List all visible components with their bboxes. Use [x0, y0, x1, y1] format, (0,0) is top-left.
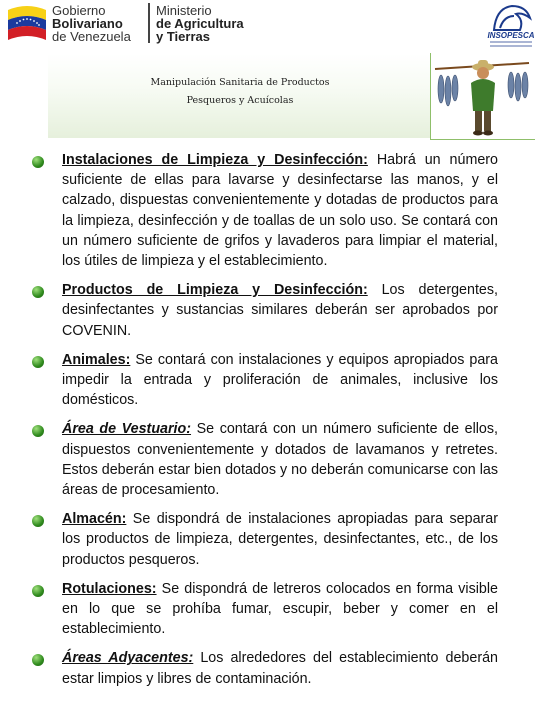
item-text: Se contará con instalaciones y equipos apropiados para impedir la entrada y proliferación de animales, inclusive los domésticos.: [62, 351, 498, 409]
min-line-3: y Tierras: [156, 29, 210, 44]
list-item: [28, 350, 498, 411]
min-line-1: Ministerio: [156, 3, 212, 18]
insopesca-wordmark: INSOPESCA: [487, 31, 535, 40]
gobierno-logo: [52, 4, 144, 43]
fisherman-icon: [431, 53, 535, 139]
item-text: Habrá un número suficiente de ellas para lavarse y desinfectarse las manos, y el calzado, dispuestas convenientemente y dotadas de productos para la limpieza, desinfección y de toallas de un solo uso. Se contará con un número suficiente de grifos y lavaderos para limpiar el material, los útiles de limpieza y el establecimiento.: [62, 152, 499, 270]
item-term: Almacén:: [62, 511, 127, 528]
gov-line-1: Gobierno: [52, 3, 106, 18]
item-term: Instalaciones de Limpieza y Desinfección:: [62, 152, 368, 168]
list-item: [28, 150, 498, 271]
bullet-icon: [32, 156, 44, 168]
page-header: [0, 0, 540, 50]
hygiene-requirements-list: [28, 150, 498, 698]
item-text: Se dispondrá de letreros colocados en forma visible en lo que se prohíba fumar, escupir, beber y comer en el establecimiento.: [62, 580, 498, 638]
header-divider: [148, 3, 150, 43]
bullet-icon: [32, 585, 44, 597]
banner-title-line-1: Manipulación Sanitaria de Productos: [150, 77, 330, 88]
bullet-icon: [32, 425, 44, 437]
bullet-icon: [32, 654, 44, 666]
min-line-2: de Agricultura: [156, 16, 244, 31]
item-term: Productos de Limpieza y Desinfección:: [62, 282, 368, 299]
ministerio-logo: [156, 4, 256, 43]
list-item: [28, 509, 498, 570]
item-term: Áreas Adyacentes:: [62, 650, 194, 667]
title-banner: [48, 54, 432, 138]
list-item: [28, 419, 498, 500]
item-text: Los alrededores del establecimiento deberán estar limpios y libres de contaminación.: [62, 650, 498, 687]
item-text: Se contará con un número suficiente de ellos, dispuestos convenientemente y dotados de lavamanos y retretes. Estos deberán estar bien dotados y no deberán comunicarse con las áreas de procesamiento.: [62, 421, 498, 499]
gov-line-2: Bolivariano: [52, 16, 123, 31]
bullet-icon: [32, 515, 44, 527]
banner-title: [48, 74, 432, 110]
bullet-icon: [32, 356, 44, 368]
list-item: [28, 648, 498, 688]
fisherman-illustration: [430, 53, 535, 140]
banner-title-line-2: Pesqueros y Acuícolas: [186, 95, 294, 106]
venezuela-flag-icon: [6, 4, 48, 44]
item-term: Animales:: [62, 351, 131, 368]
insopesca-logo-icon: [486, 2, 536, 52]
item-text: Se dispondrá de instalaciones apropiadas para separar los productos de limpieza, detergentes, desinfectantes, etc., de los productos pesqueros.: [62, 511, 498, 568]
item-term: Rotulaciones:: [62, 580, 157, 597]
item-text: Los detergentes, desinfectantes y sustancias similares deberán ser aprobados por COVENIN.: [62, 282, 499, 339]
bullet-icon: [32, 286, 44, 298]
list-item: [28, 280, 498, 341]
item-term: Área de Vestuario:: [62, 421, 192, 438]
list-item: [28, 579, 498, 640]
gov-line-3: de Venezuela: [52, 29, 131, 44]
